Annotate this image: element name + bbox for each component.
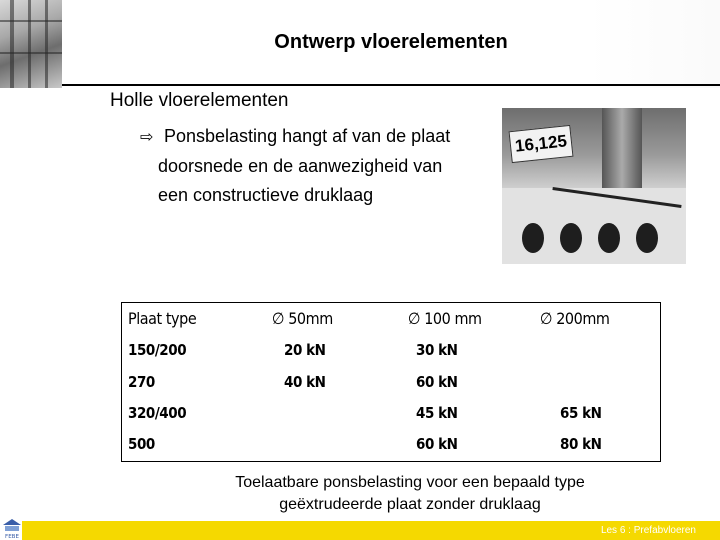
slab-hole bbox=[636, 223, 658, 253]
table-cell: 30 kN bbox=[416, 341, 458, 359]
table-cell: 320/400 bbox=[128, 404, 187, 422]
table-cell: 40 kN bbox=[284, 373, 326, 391]
table-caption bbox=[150, 472, 670, 516]
punching-load-table bbox=[121, 302, 661, 462]
table-header-200mm: ∅ 200mm bbox=[540, 309, 610, 328]
bullet-line-2: doorsnede en de aanwezigheid van bbox=[158, 156, 443, 176]
table-cell: 20 kN bbox=[284, 341, 326, 359]
table-cell: 80 kN bbox=[560, 435, 602, 453]
load-jack bbox=[602, 108, 642, 188]
table-cell: 65 kN bbox=[560, 404, 602, 422]
slab-hole bbox=[522, 223, 544, 253]
table-cell: 150/200 bbox=[128, 341, 187, 359]
slide-title: Ontwerp vloerelementen bbox=[274, 31, 508, 53]
arrow-bullet-icon: ⇨ bbox=[140, 129, 154, 146]
bullet-level1: Holle vloerelementen bbox=[110, 90, 289, 111]
slab-hole bbox=[560, 223, 582, 253]
table-cell: 45 kN bbox=[416, 404, 458, 422]
table-cell: 60 kN bbox=[416, 373, 458, 391]
logo-text: FEBE bbox=[5, 534, 19, 540]
table-header-100mm: ∅ 100 mm bbox=[408, 309, 482, 328]
photo-sign: 16,125 bbox=[508, 125, 573, 163]
table-cell: 270 bbox=[128, 373, 155, 391]
header-photo bbox=[0, 0, 62, 88]
caption-line-1: Toelaatbare ponsbelasting voor een bepaald type bbox=[235, 474, 585, 491]
bullet-level2 bbox=[140, 122, 500, 210]
caption-line-2: geëxtrudeerde plaat zonder druklaag bbox=[279, 496, 541, 513]
table-cell: 60 kN bbox=[416, 435, 458, 453]
title-divider bbox=[62, 84, 720, 86]
bullet-line-3: een constructieve druklaag bbox=[158, 185, 374, 205]
bullet-line-1: Ponsbelasting hangt af van de plaat bbox=[164, 126, 451, 146]
footer-label: Les 6 : Prefabvloeren bbox=[600, 525, 696, 536]
slab-hole bbox=[598, 223, 620, 253]
table-header-50mm: ∅ 50mm bbox=[272, 309, 333, 328]
punching-test-photo bbox=[502, 108, 686, 264]
table-cell: 500 bbox=[128, 435, 155, 453]
table-header-plate-type: Plaat type bbox=[128, 309, 197, 328]
febe-logo-icon bbox=[2, 518, 22, 540]
